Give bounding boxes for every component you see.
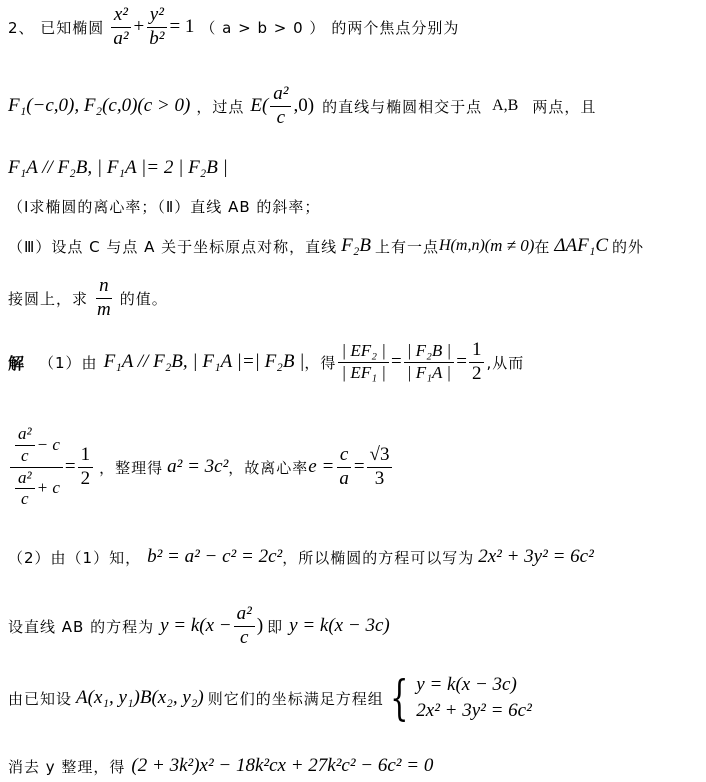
line-ab-equation: y = k(x − 3c) <box>289 615 390 636</box>
problem-line-6: 接圆上，求 $\frac{n}{m}$ 的值。 <box>8 274 168 320</box>
equation-system: y = k(x − 3c) 2x² + 3y² = 6c² <box>416 674 532 721</box>
fraction-f2b-f1a: $\frac{\text{| F₂B |}}{\text{| F₁A |}}$ <box>404 342 455 382</box>
fraction-sqrt3-3: $\frac{√3}{3}$ <box>367 445 393 490</box>
ellipse-condition: （ a > b > 0 ） <box>200 18 326 37</box>
problem-intro: 2、 已知椭圆 <box>8 18 105 37</box>
problem-line-1: 2、 已知椭圆 $\frac{\text{x²}}{\text{a²}}$ + $\frac{\text{y²}}{\text{b²}}$ = 1 （ a > b > 0 ） 的两个焦点分别为 <box>8 3 460 49</box>
solution-line-4: 设直线 AB 的方程为 y = k(x − $\frac{\text{a²}}{c}$ ) 即 y = k(x − 3c) <box>8 602 390 648</box>
solution-label: 解 <box>8 353 26 373</box>
problem-line-3 <box>8 153 228 183</box>
fraction-n-m: $\frac{n}{m}$ <box>97 274 111 320</box>
given-condition: F₁A // F₂B, | F₁A |= 2 | F₂B | <box>8 157 228 178</box>
problem-line-4 <box>8 194 320 218</box>
system-brace: { <box>389 670 409 726</box>
solution-line-5: 由已知设 A(x₁, y₁)B(x₂, y₂) 则它们的坐标满足方程组 { y = k(x − 3c) 2x² + 3y² = 6c² <box>8 670 532 726</box>
questions-1-2: （Ⅰ求椭圆的离心率；（Ⅱ）直线 AB 的斜率； <box>8 197 321 216</box>
quadratic-equation: (2 + 3k²)x² − 18k²cx + 27k²c² − 6c² = 0 <box>131 755 434 776</box>
solution-line-3: （2）由（1）知， b² = a² − c² = 2c² ，所以椭圆的方程可以写为 2x² + 3y² = 6c² <box>8 546 594 567</box>
fraction-x2-a2: $\frac{\text{x²}}{\text{a²}}$ <box>110 5 131 50</box>
foci-definition: F₁(−c,0), F₂(c,0)(c > 0) <box>8 95 191 116</box>
fraction-a2-c: $\frac{\text{a²}}{c}$ <box>270 84 291 129</box>
ellipse-equation: 2x² + 3y² = 6c² <box>478 546 594 567</box>
solution-line-2: $\frac{\text{a²}}{c}$ − c $\frac{\text{a²}}{c}$ + c = $\frac{1}{2}$ ，整理得 a² = 3c² ，故离心率 e = $\frac{c}{a}$ = $\frac{√3}{3}$ <box>8 412 394 522</box>
problem-line-2: F₁(−c,0), F₂(c,0)(c > 0) ，过点 E( $\frac{\text{a²}}{c}$ ,0) 的直线与椭圆相交于点 A,B 两点，且 <box>8 82 597 128</box>
fraction-y2-b2: $\frac{\text{y²}}{\text{b²}}$ <box>146 5 167 50</box>
solution-line-6: 消去 y 整理，得 (2 + 3k²)x² − 18k²cx + 27k²c² − 6c² = 0 <box>8 755 434 776</box>
problem-line-5: （Ⅲ）设点 C 与点 A 关于坐标原点对称，直线 F₂B 上有一点 H(m,n)( m ≠ 0) 在 ΔAF₁C 的外 <box>8 235 645 256</box>
solution-line-1: 解 （1）由 F₁A // F₂B, | F₁A |=| F₂B | ，得 $\frac{\text{| EF₂ |}}{\text{| EF₁ |}}$ = $\frac{\text{| F₂B |}}{\text{| F₁A |}}$ = $\frac{1}{2}$ ,从而 <box>8 338 525 384</box>
problem-intro-tail: 的两个焦点分别为 <box>331 18 460 37</box>
compound-fraction: $\frac{\text{a²}}{c}$ − c $\frac{\text{a²}}{c}$ + c <box>10 425 63 509</box>
fraction-one-half: $\frac{1}{2}$ <box>469 340 485 385</box>
fraction-ef2-ef1: $\frac{\text{| EF₂ |}}{\text{| EF₁ |}}$ <box>338 342 389 382</box>
